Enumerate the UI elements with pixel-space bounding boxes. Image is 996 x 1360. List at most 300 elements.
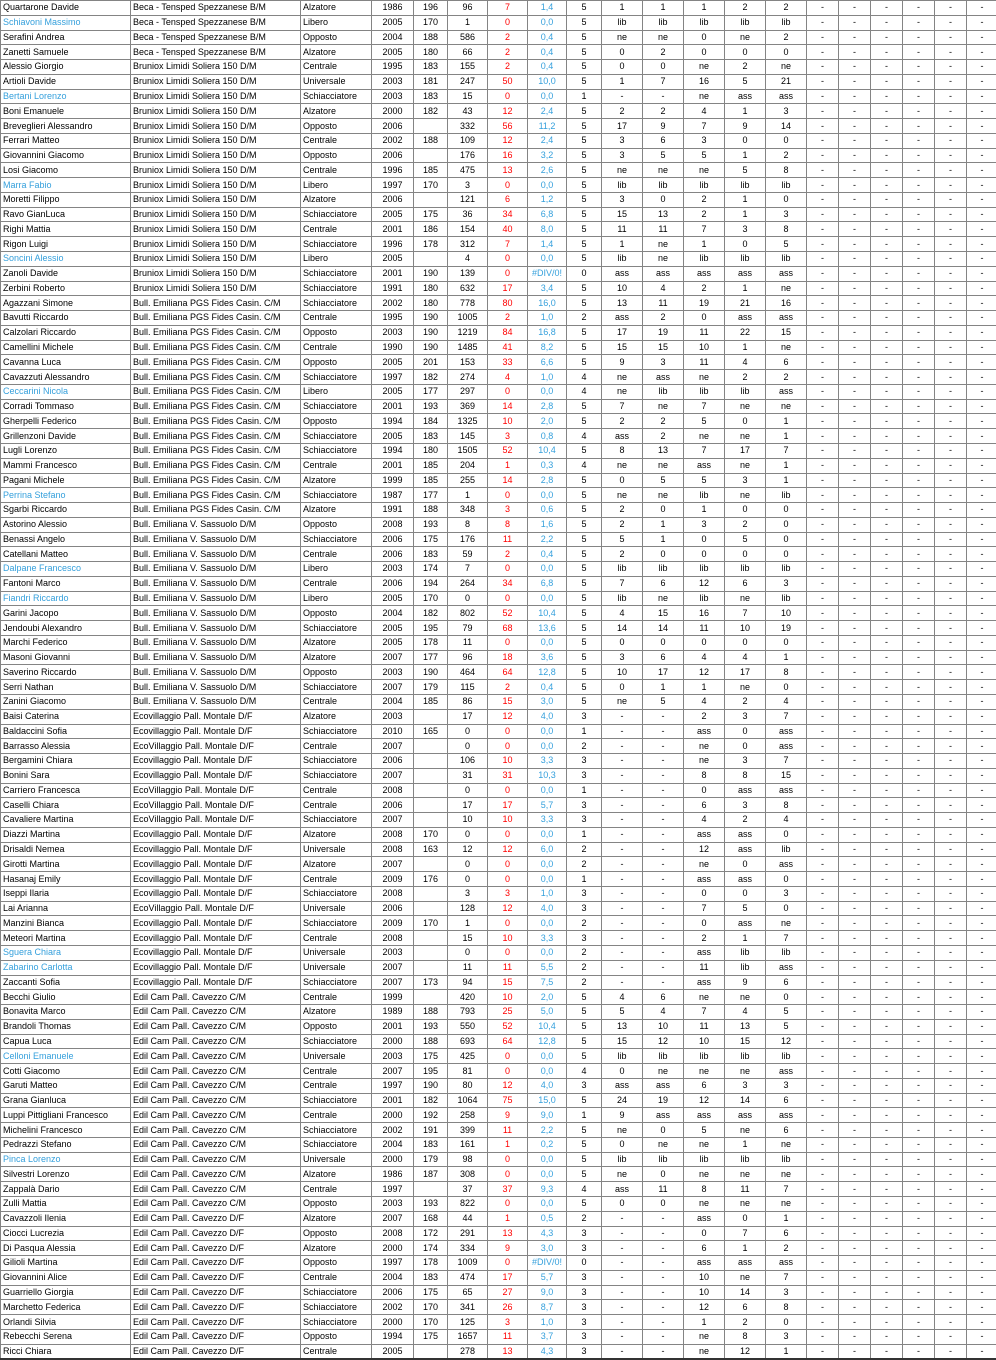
empty-dash-cell: - — [935, 1064, 967, 1079]
season-points-cell: 2 — [488, 311, 528, 326]
match-points-cell: 19 — [643, 325, 684, 340]
match-points-cell: 0 — [766, 517, 807, 532]
role-cell: Universale — [301, 960, 372, 975]
empty-dash-cell: - — [807, 1241, 839, 1256]
player-name-link[interactable]: Pinca Lorenzo — [1, 1152, 131, 1167]
empty-dash-cell: - — [967, 325, 996, 340]
season-points-cell: 2 — [488, 60, 528, 75]
match-points-cell: - — [602, 739, 643, 754]
match-points-cell: ne — [643, 252, 684, 267]
match-points-cell: 0 — [684, 547, 725, 562]
match-points-cell: ne — [684, 857, 725, 872]
empty-dash-cell: - — [935, 207, 967, 222]
match-points-cell: 12 — [684, 842, 725, 857]
match-points-cell: - — [602, 857, 643, 872]
games-played-cell: 5 — [567, 1197, 602, 1212]
empty-dash-cell: - — [967, 1005, 996, 1020]
empty-dash-cell: - — [839, 547, 871, 562]
match-points-cell: - — [643, 1285, 684, 1300]
team-cell: Bruniox Limidi Soliera 150 D/M — [131, 148, 301, 163]
match-points-cell: 1 — [725, 281, 766, 296]
match-points-cell: ne — [602, 30, 643, 45]
player-name-link[interactable]: Celloni Emanuele — [1, 1049, 131, 1064]
match-points-cell: 3 — [602, 148, 643, 163]
empty-dash-cell: - — [807, 370, 839, 385]
player-name-link[interactable]: Ceccarini Nicola — [1, 384, 131, 399]
team-cell: Ecovillaggio Pall. Montale D/F — [131, 960, 301, 975]
empty-dash-cell: - — [871, 739, 903, 754]
birth-year-cell: 2007 — [372, 960, 414, 975]
average-cell: 3,7 — [528, 1329, 567, 1344]
average-cell: 0,0 — [528, 635, 567, 650]
match-points-cell: ne — [766, 1197, 807, 1212]
birth-year-cell: 2004 — [372, 1137, 414, 1152]
match-points-cell: lib — [725, 960, 766, 975]
match-points-cell: 5 — [684, 1123, 725, 1138]
table-row — [1, 783, 996, 798]
birth-year-cell: 2001 — [372, 266, 414, 281]
team-cell: Ecovillaggio Pall. Montale D/F — [131, 842, 301, 857]
match-points-cell: - — [602, 960, 643, 975]
average-cell: 0,0 — [528, 384, 567, 399]
empty-dash-cell: - — [807, 1005, 839, 1020]
empty-dash-cell: - — [871, 827, 903, 842]
birth-year-cell: 1997 — [372, 178, 414, 193]
role-cell: Alzatore — [301, 1211, 372, 1226]
empty-dash-cell: - — [871, 414, 903, 429]
table-row — [1, 355, 996, 370]
team-cell: Bull. Emiliana V. Sassuolo D/M — [131, 680, 301, 695]
role-cell: Centrale — [301, 311, 372, 326]
match-points-cell: 3 — [725, 473, 766, 488]
empty-dash-cell: - — [839, 266, 871, 281]
height-cell: 182 — [414, 104, 448, 119]
team-cell: Bruniox Limidi Soliera 150 D/M — [131, 104, 301, 119]
match-points-cell: - — [643, 1226, 684, 1241]
birth-year-cell: 2007 — [372, 1064, 414, 1079]
player-name-link[interactable]: Marra Fabio — [1, 178, 131, 193]
empty-dash-cell: - — [967, 665, 996, 680]
empty-dash-cell: - — [807, 1270, 839, 1285]
empty-dash-cell: - — [903, 517, 935, 532]
role-cell: Schiacciatore — [301, 754, 372, 769]
empty-dash-cell: - — [967, 30, 996, 45]
match-points-cell: ass — [602, 266, 643, 281]
empty-dash-cell: - — [839, 1300, 871, 1315]
career-points-cell: 425 — [448, 1049, 488, 1064]
empty-dash-cell: - — [967, 237, 996, 252]
team-cell: Bruniox Limidi Soliera 150 D/M — [131, 237, 301, 252]
height-cell: 193 — [414, 399, 448, 414]
player-name-link[interactable]: Bertani Lorenzo — [1, 89, 131, 104]
empty-dash-cell: - — [935, 281, 967, 296]
player-name-cell: Gilioli Martina — [1, 1256, 131, 1271]
empty-dash-cell: - — [839, 340, 871, 355]
match-points-cell: 19 — [684, 296, 725, 311]
games-played-cell: 3 — [567, 1078, 602, 1093]
role-cell: Centrale — [301, 872, 372, 887]
average-cell: 5,0 — [528, 1005, 567, 1020]
empty-dash-cell: - — [871, 178, 903, 193]
table-row — [1, 252, 996, 267]
player-name-cell: Saverino Riccardo — [1, 665, 131, 680]
average-cell: 0,4 — [528, 680, 567, 695]
empty-dash-cell: - — [903, 30, 935, 45]
games-played-cell: 1 — [567, 872, 602, 887]
player-name-cell: Righi Mattia — [1, 222, 131, 237]
empty-dash-cell: - — [839, 1226, 871, 1241]
empty-dash-cell: - — [935, 606, 967, 621]
season-points-cell: 0 — [488, 724, 528, 739]
birth-year-cell: 2005 — [372, 355, 414, 370]
match-points-cell: - — [602, 1226, 643, 1241]
career-points-cell: 176 — [448, 532, 488, 547]
match-points-cell: 9 — [725, 119, 766, 134]
empty-dash-cell: - — [807, 414, 839, 429]
empty-dash-cell: - — [807, 709, 839, 724]
height-cell — [414, 754, 448, 769]
match-points-cell: ne — [684, 1197, 725, 1212]
match-points-cell: 7 — [684, 399, 725, 414]
match-points-cell: ass — [684, 975, 725, 990]
career-points-cell: 11 — [448, 635, 488, 650]
empty-dash-cell: - — [967, 443, 996, 458]
match-points-cell: 2 — [725, 517, 766, 532]
role-cell: Opposto — [301, 1256, 372, 1271]
empty-dash-cell: - — [807, 517, 839, 532]
empty-dash-cell: - — [935, 163, 967, 178]
match-points-cell: 13 — [643, 207, 684, 222]
games-played-cell: 3 — [567, 798, 602, 813]
empty-dash-cell: - — [807, 960, 839, 975]
empty-dash-cell: - — [871, 1108, 903, 1123]
career-points-cell: 3 — [448, 886, 488, 901]
team-cell: Bull. Emiliana V. Sassuolo D/M — [131, 562, 301, 577]
empty-dash-cell: - — [871, 133, 903, 148]
match-points-cell: 0 — [725, 724, 766, 739]
empty-dash-cell: - — [967, 1211, 996, 1226]
player-name-link[interactable]: Schiavoni Massimo — [1, 15, 131, 30]
empty-dash-cell: - — [807, 665, 839, 680]
role-cell: Alzatore — [301, 635, 372, 650]
career-points-cell: 693 — [448, 1034, 488, 1049]
match-points-cell: 12 — [766, 1034, 807, 1049]
birth-year-cell: 1986 — [372, 1, 414, 16]
empty-dash-cell: - — [871, 1034, 903, 1049]
match-points-cell: ne — [602, 370, 643, 385]
empty-dash-cell: - — [967, 857, 996, 872]
empty-dash-cell: - — [967, 252, 996, 267]
team-cell: Bruniox Limidi Soliera 150 D/M — [131, 133, 301, 148]
match-points-cell: ne — [725, 1123, 766, 1138]
role-cell: Libero — [301, 591, 372, 606]
team-cell: Bruniox Limidi Soliera 150 D/M — [131, 119, 301, 134]
average-cell: 15,0 — [528, 1093, 567, 1108]
table-row — [1, 1152, 996, 1167]
team-cell: Bull. Emiliana V. Sassuolo D/M — [131, 591, 301, 606]
role-cell: Opposto — [301, 355, 372, 370]
match-points-cell: 10 — [684, 340, 725, 355]
average-cell: 0,0 — [528, 15, 567, 30]
games-played-cell: 5 — [567, 414, 602, 429]
birth-year-cell: 2000 — [372, 104, 414, 119]
match-points-cell: ass — [725, 266, 766, 281]
career-points-cell: 4 — [448, 252, 488, 267]
match-points-cell: - — [643, 872, 684, 887]
empty-dash-cell: - — [871, 1137, 903, 1152]
empty-dash-cell: - — [807, 931, 839, 946]
match-points-cell: - — [602, 1315, 643, 1330]
season-points-cell: 0 — [488, 1167, 528, 1182]
empty-dash-cell: - — [839, 975, 871, 990]
match-points-cell: 8 — [766, 222, 807, 237]
player-name-link[interactable]: Soncini Alessio — [1, 252, 131, 267]
birth-year-cell: 2006 — [372, 192, 414, 207]
match-points-cell: ne — [725, 429, 766, 444]
player-name-link[interactable]: Zabarino Carlotta — [1, 960, 131, 975]
player-name-link[interactable]: Fiandri Riccardo — [1, 591, 131, 606]
match-points-cell: 10 — [725, 621, 766, 636]
player-name-cell: Grillenzoni Davide — [1, 429, 131, 444]
table-row — [1, 15, 996, 30]
career-points-cell: 86 — [448, 694, 488, 709]
player-name-link[interactable]: Perrina Stefano — [1, 488, 131, 503]
empty-dash-cell: - — [903, 370, 935, 385]
match-points-cell: ass — [725, 842, 766, 857]
player-name-cell: Giovannini Giacomo — [1, 148, 131, 163]
empty-dash-cell: - — [807, 458, 839, 473]
games-played-cell: 5 — [567, 74, 602, 89]
player-name-cell: Cavazzuti Alessandro — [1, 370, 131, 385]
match-points-cell: 2 — [725, 813, 766, 828]
match-points-cell: ass — [725, 89, 766, 104]
empty-dash-cell: - — [839, 384, 871, 399]
team-cell: Edil Cam Pall. Cavezzo D/F — [131, 1256, 301, 1271]
match-points-cell: 0 — [602, 1064, 643, 1079]
player-name-cell: Iseppi Ilaria — [1, 886, 131, 901]
role-cell: Alzatore — [301, 1, 372, 16]
empty-dash-cell: - — [903, 340, 935, 355]
match-points-cell: 1 — [602, 1, 643, 16]
empty-dash-cell: - — [807, 178, 839, 193]
match-points-cell: lib — [643, 384, 684, 399]
match-points-cell: ass — [766, 1108, 807, 1123]
match-points-cell: lib — [766, 488, 807, 503]
birth-year-cell: 1995 — [372, 311, 414, 326]
player-name-cell: Pagani Michele — [1, 473, 131, 488]
average-cell: 10,0 — [528, 74, 567, 89]
empty-dash-cell: - — [935, 296, 967, 311]
empty-dash-cell: - — [935, 857, 967, 872]
match-points-cell: 7 — [766, 1182, 807, 1197]
birth-year-cell: 2006 — [372, 576, 414, 591]
season-points-cell: 0 — [488, 739, 528, 754]
role-cell: Opposto — [301, 30, 372, 45]
career-points-cell: 1219 — [448, 325, 488, 340]
match-points-cell: 0 — [766, 547, 807, 562]
empty-dash-cell: - — [967, 15, 996, 30]
career-points-cell: 153 — [448, 355, 488, 370]
empty-dash-cell: - — [967, 89, 996, 104]
team-cell: Bruniox Limidi Soliera 150 D/M — [131, 74, 301, 89]
player-name-cell: Cotti Giacomo — [1, 1064, 131, 1079]
season-points-cell: 3 — [488, 503, 528, 518]
career-points-cell: 0 — [448, 857, 488, 872]
empty-dash-cell: - — [807, 488, 839, 503]
match-points-cell: 0 — [643, 547, 684, 562]
empty-dash-cell: - — [807, 340, 839, 355]
empty-dash-cell: - — [839, 1344, 871, 1359]
team-cell: Bull. Emiliana PGS Fides Casin. C/M — [131, 458, 301, 473]
match-points-cell: 5 — [766, 237, 807, 252]
player-name-cell: Girotti Martina — [1, 857, 131, 872]
empty-dash-cell: - — [935, 576, 967, 591]
match-points-cell: lib — [725, 384, 766, 399]
birth-year-cell: 2008 — [372, 517, 414, 532]
role-cell: Centrale — [301, 783, 372, 798]
empty-dash-cell: - — [871, 798, 903, 813]
empty-dash-cell: - — [839, 532, 871, 547]
table-row — [1, 517, 996, 532]
empty-dash-cell: - — [967, 503, 996, 518]
empty-dash-cell: - — [839, 503, 871, 518]
season-points-cell: 80 — [488, 296, 528, 311]
empty-dash-cell: - — [935, 1123, 967, 1138]
match-points-cell: - — [643, 916, 684, 931]
birth-year-cell: 1994 — [372, 443, 414, 458]
height-cell: 188 — [414, 1034, 448, 1049]
match-points-cell: 8 — [602, 443, 643, 458]
match-points-cell: ne — [602, 163, 643, 178]
career-points-cell: 139 — [448, 266, 488, 281]
team-cell: EcoVillaggio Pall. Montale D/F — [131, 901, 301, 916]
career-points-cell: 94 — [448, 975, 488, 990]
role-cell: Schiacciatore — [301, 89, 372, 104]
empty-dash-cell: - — [839, 1034, 871, 1049]
player-name-cell: Marchetto Federica — [1, 1300, 131, 1315]
team-cell: Edil Cam Pall. Cavezzo C/M — [131, 1123, 301, 1138]
empty-dash-cell: - — [839, 414, 871, 429]
average-cell: 2,4 — [528, 133, 567, 148]
player-name-cell: Camellini Michele — [1, 340, 131, 355]
table-row — [1, 946, 996, 961]
empty-dash-cell: - — [807, 1197, 839, 1212]
match-points-cell: 0 — [643, 1167, 684, 1182]
table-row — [1, 857, 996, 872]
height-cell: 195 — [414, 1064, 448, 1079]
empty-dash-cell: - — [839, 163, 871, 178]
average-cell: 4,0 — [528, 1078, 567, 1093]
empty-dash-cell: - — [935, 931, 967, 946]
empty-dash-cell: - — [967, 842, 996, 857]
player-name-cell: Grana Gianluca — [1, 1093, 131, 1108]
role-cell: Schiacciatore — [301, 886, 372, 901]
player-name-cell: Astorino Alessio — [1, 517, 131, 532]
match-points-cell: 7 — [766, 754, 807, 769]
empty-dash-cell: - — [839, 148, 871, 163]
match-points-cell: ass — [766, 384, 807, 399]
player-name-link[interactable]: Dalpane Francesco — [1, 562, 131, 577]
match-points-cell: 1 — [643, 680, 684, 695]
average-cell: 0,0 — [528, 872, 567, 887]
match-points-cell: 7 — [766, 931, 807, 946]
match-points-cell: 11 — [684, 1019, 725, 1034]
match-points-cell: ne — [684, 163, 725, 178]
season-points-cell: 0 — [488, 488, 528, 503]
match-points-cell: ne — [725, 399, 766, 414]
match-points-cell: lib — [643, 178, 684, 193]
games-played-cell: 5 — [567, 399, 602, 414]
match-points-cell: 4 — [684, 813, 725, 828]
player-name-cell: Ravo GianLuca — [1, 207, 131, 222]
match-points-cell: ne — [766, 340, 807, 355]
match-points-cell: 6 — [643, 576, 684, 591]
games-played-cell: 5 — [567, 104, 602, 119]
games-played-cell: 5 — [567, 325, 602, 340]
career-points-cell: 8 — [448, 517, 488, 532]
empty-dash-cell: - — [903, 872, 935, 887]
match-points-cell: 0 — [602, 680, 643, 695]
empty-dash-cell: - — [839, 178, 871, 193]
table-row — [1, 45, 996, 60]
match-points-cell: 19 — [766, 621, 807, 636]
empty-dash-cell: - — [903, 783, 935, 798]
birth-year-cell: 2003 — [372, 946, 414, 961]
match-points-cell: 0 — [725, 237, 766, 252]
match-points-cell: lib — [766, 946, 807, 961]
match-points-cell: 9 — [602, 1108, 643, 1123]
role-cell: Schiacciatore — [301, 1300, 372, 1315]
player-name-cell: Fantoni Marco — [1, 576, 131, 591]
average-cell: 10,3 — [528, 768, 567, 783]
match-points-cell: ne — [725, 1064, 766, 1079]
match-points-cell: 0 — [766, 532, 807, 547]
table-row — [1, 635, 996, 650]
empty-dash-cell: - — [935, 414, 967, 429]
birth-year-cell: 2003 — [372, 74, 414, 89]
empty-dash-cell: - — [807, 650, 839, 665]
match-points-cell: ne — [684, 1329, 725, 1344]
empty-dash-cell: - — [967, 827, 996, 842]
season-points-cell: 15 — [488, 694, 528, 709]
birth-year-cell: 2003 — [372, 89, 414, 104]
table-row — [1, 532, 996, 547]
empty-dash-cell: - — [839, 960, 871, 975]
table-row — [1, 192, 996, 207]
height-cell: 182 — [414, 606, 448, 621]
career-points-cell: 348 — [448, 503, 488, 518]
empty-dash-cell: - — [967, 562, 996, 577]
empty-dash-cell: - — [935, 399, 967, 414]
match-points-cell: 2 — [725, 1, 766, 16]
team-cell: Ecovillaggio Pall. Montale D/F — [131, 975, 301, 990]
average-cell: 9,0 — [528, 1285, 567, 1300]
average-cell: 12,8 — [528, 665, 567, 680]
match-points-cell: 0 — [725, 503, 766, 518]
height-cell: 195 — [414, 621, 448, 636]
match-points-cell: ass — [766, 1256, 807, 1271]
empty-dash-cell: - — [967, 192, 996, 207]
games-played-cell: 2 — [567, 1211, 602, 1226]
player-name-link[interactable]: Sguera Chiara — [1, 946, 131, 961]
birth-year-cell: 2002 — [372, 133, 414, 148]
match-points-cell: - — [602, 946, 643, 961]
team-cell: EcoVillaggio Pall. Montale D/F — [131, 739, 301, 754]
career-points-cell: 332 — [448, 119, 488, 134]
games-played-cell: 4 — [567, 429, 602, 444]
empty-dash-cell: - — [935, 547, 967, 562]
match-points-cell: 11 — [725, 1182, 766, 1197]
